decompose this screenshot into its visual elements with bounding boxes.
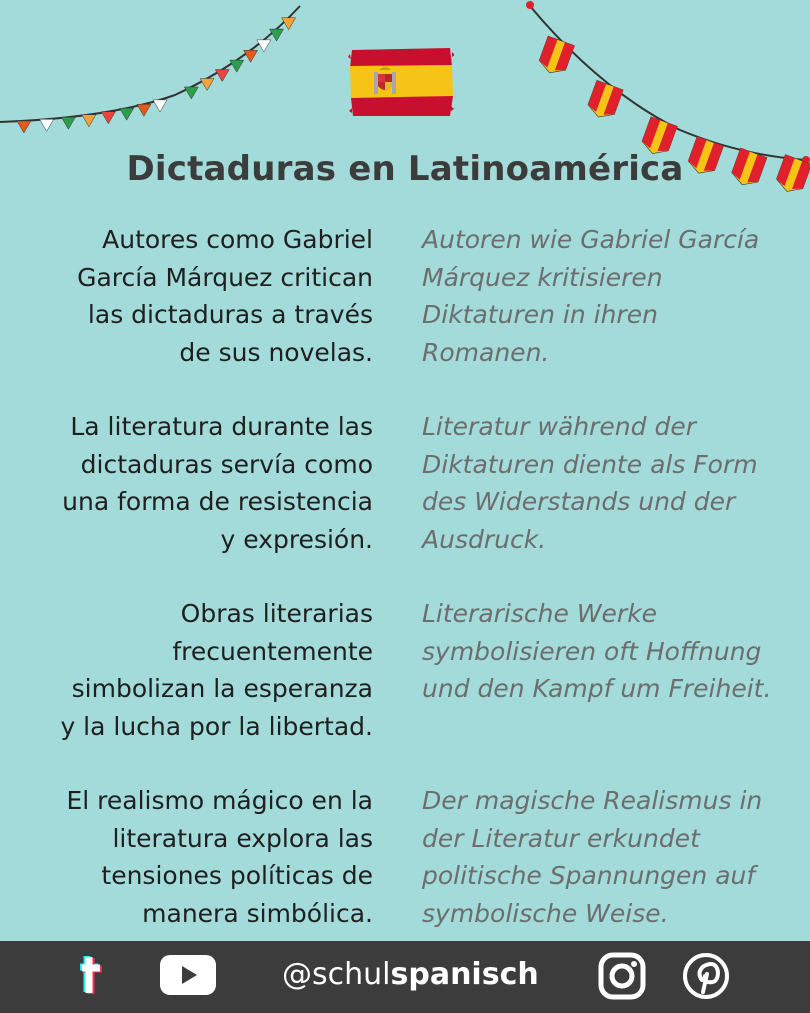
youtube-icon[interactable] <box>160 955 216 995</box>
german-text-3: Literarische Werke symbolisieren oft Hoffnung und den Kampf um Freiheit. <box>422 599 772 703</box>
german-text-4: Der magische Realismus in der Literatur erkundet politische Spannungen auf symbolische Weise. <box>422 786 763 928</box>
social-handle[interactable]: @schulspanisch <box>282 957 539 992</box>
instagram-icon[interactable] <box>598 952 646 1000</box>
german-text-2: Literatur während der Diktaturen diente als Form des Widerstands und der Ausdruck. <box>422 412 758 554</box>
spanish-text-1: Autores como Gabriel García Márquez critican las dictaduras a través de sus novelas. <box>77 225 373 367</box>
tiktok-icon[interactable] <box>78 953 110 999</box>
page-title: Dictaduras en Latinoamérica <box>126 149 684 189</box>
spain-flag-icon <box>348 46 454 118</box>
spanish-text-4: El realismo mágico en la literatura explora las tensiones políticas de manera simbólica. <box>66 786 373 928</box>
german-text-1: Autoren wie Gabriel García Márquez kritisieren Diktaturen in ihren Romanen. <box>422 225 760 367</box>
spanish-text-3: Obras literarias frecuentemente simbolizan la esperanza y la lucha por la libertad. <box>60 599 373 741</box>
pinterest-icon[interactable] <box>682 952 730 1000</box>
left-bunting <box>0 6 300 133</box>
spanish-text-2: La literatura durante las dictaduras servía como una forma de resistencia y expresión. <box>62 412 373 554</box>
